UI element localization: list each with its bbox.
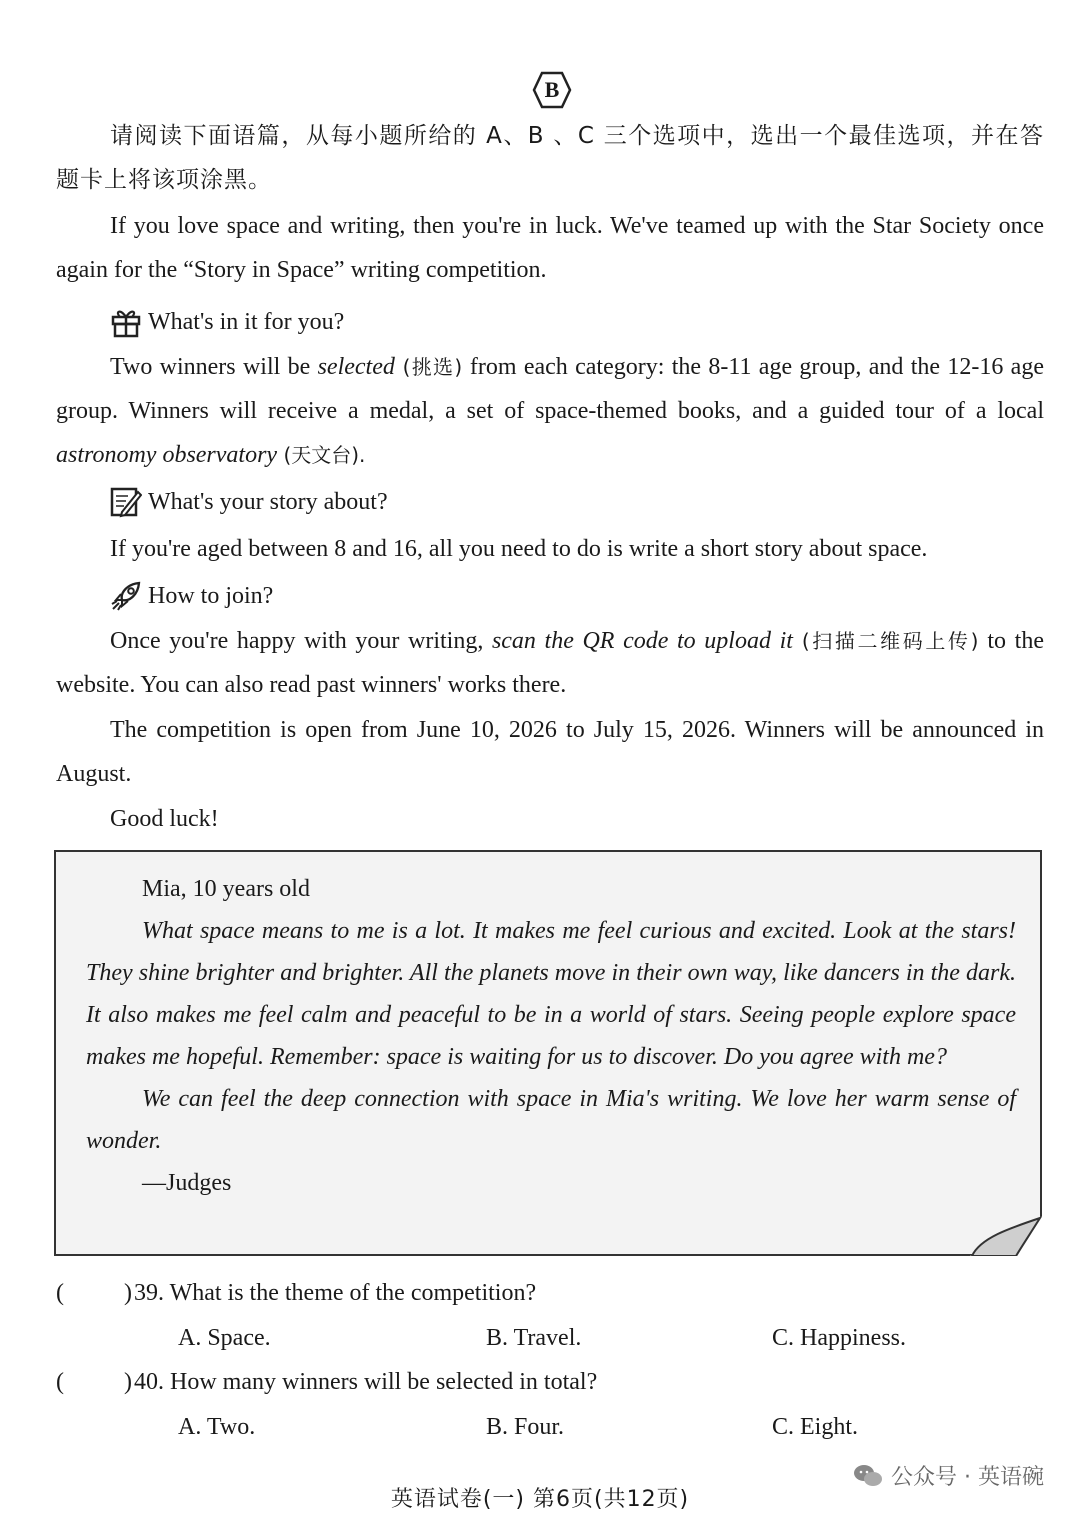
answer-blank[interactable] [56,1278,134,1308]
page-curl-icon [970,1216,1042,1256]
option-c[interactable]: C. Happiness. [772,1325,906,1351]
notepad-icon [110,486,142,518]
option-a[interactable]: A. Two. [178,1414,256,1440]
closing-line: Good luck! [110,806,219,832]
page-footer: 英语试卷(一) 第6页(共12页) [390,1487,690,1512]
section-badge [532,70,572,110]
watermark-text: 公众号 · 英语碗 [891,1465,1044,1490]
gift-icon [110,306,142,338]
text-segment: from each category: the 8-11 age group, and the 12-16 age group. Winners will receive a medal, a set of space-themed books, and a guided tour of a local [56,354,1044,424]
question-40 [56,1367,597,1397]
heading-text: How to join? [148,583,274,609]
open-paren: ( [56,1280,64,1306]
sample-story-box [54,850,1042,1256]
text-segment: to the website. You can also read past winners' works there. [56,628,1044,698]
heading-text: What's in it for you? [148,309,345,335]
close-paren: ) [124,1369,132,1395]
chinese-gloss: (天文台). [277,443,366,467]
rocket-icon [110,580,142,612]
text-segment: Once you're happy with your writing, [110,628,492,654]
close-paren: ) [124,1280,132,1306]
question-number: 40. [134,1369,164,1395]
section-label: B [544,77,560,102]
judges-signature: —Judges [142,1170,232,1196]
chinese-gloss: (扫描二维码上传) [792,629,988,653]
question-text: How many winners will be selected in total? [170,1369,598,1395]
option-b[interactable]: B. Four. [486,1414,565,1440]
sample-text: What space means to me is a lot. It makes me feel curious and excited. Look at the stars! They shine brighter and brighter. All the planets move in their own way, like dancers in the dark. It also makes me feel calm and peaceful to be in a world of stars. Seeing people explore space makes me hopeful. Remember: space is waiting for us to discover. Do you agree with me? [86,918,1016,1070]
section-heading-join [110,580,273,612]
question-text: What is the theme of the competition? [169,1280,537,1306]
chinese-gloss: (挑选) [394,355,470,379]
text-segment: Two winners will be [110,354,318,380]
join-paragraph [56,619,1044,707]
option-b[interactable]: B. Travel. [486,1325,582,1351]
section-heading-prizes [110,306,344,338]
option-a[interactable]: A. Space. [178,1325,271,1351]
question-39 [56,1278,536,1308]
option-c[interactable]: C. Eight. [772,1414,859,1440]
heading-text: What's your story about? [148,489,388,515]
sample-author: Mia, 10 years old [142,876,310,902]
judges-comment: We can feel the deep connection with space in Mia's writing. We love her warm sense of wonder. [86,1086,1016,1154]
dates-paragraph: The competition is open from June 10, 2026 to July 15, 2026. Winners will be announced in August. [56,717,1044,787]
intro-paragraph: If you love space and writing, then you're in luck. We've teamed up with the Star Society once again for the “Story in Space” writing competition. [56,213,1044,283]
section-heading-story [110,486,388,518]
italic-term: scan the QR code to upload it [491,628,793,654]
italic-term: astronomy observatory [56,442,278,468]
open-paren: ( [56,1369,64,1395]
answer-blank[interactable] [56,1367,134,1397]
question-number: 39. [134,1280,164,1306]
story-paragraph: If you're aged between 8 and 16, all you need to do is write a short story about space. [110,536,928,562]
prizes-paragraph [56,345,1044,477]
instructions: 请阅读下面语篇，从每小题所给的 A、B 、C 三个选项中，选出一个最佳选项，并在答题卡上将该项涂黑。 [56,123,1044,193]
italic-term: selected [317,354,395,380]
